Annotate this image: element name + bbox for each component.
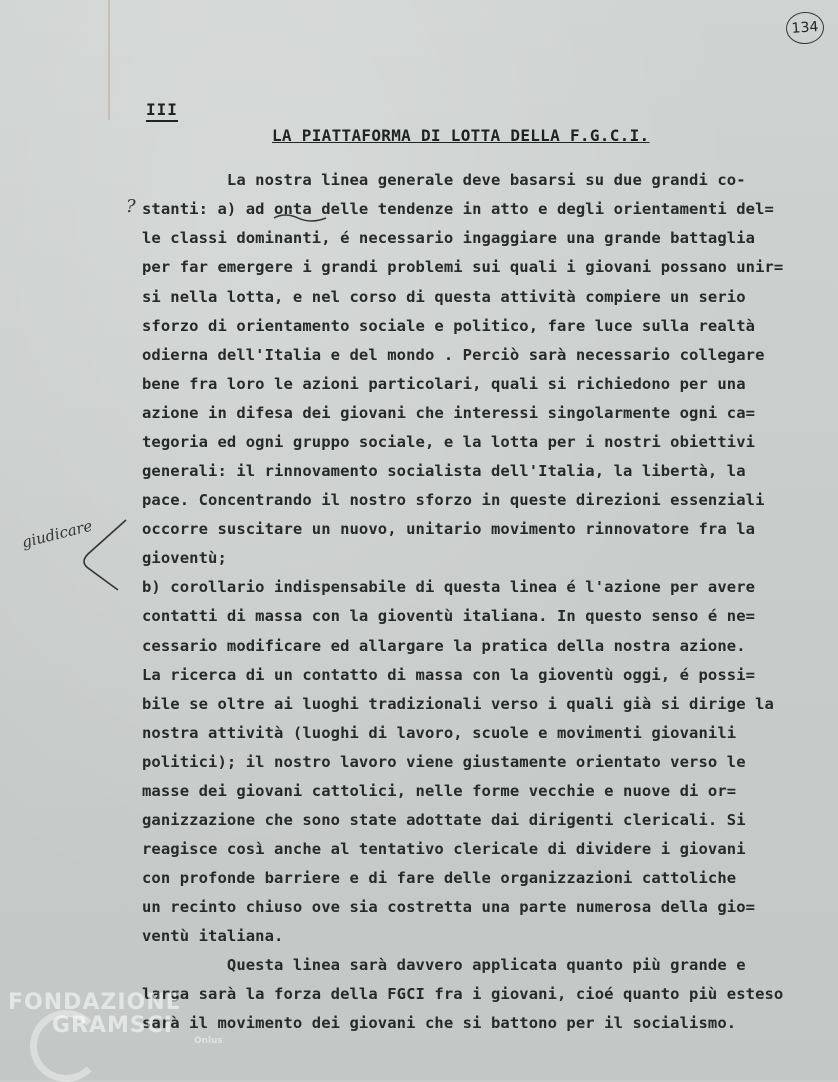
text-line: pace. Concentrando il nostro sforzo in queste direzioni essenziali: [142, 491, 765, 509]
text-line: politici); il nostro lavoro viene giustamente orientato verso le: [142, 753, 746, 771]
text-line: un recinto chiuso ove sia costretta una parte numerosa della gio=: [142, 898, 756, 916]
text-line: contatti di massa con la gioventù italiana. In questo senso é ne=: [142, 607, 756, 625]
watermark-line1: FONDAZIONE: [8, 990, 182, 1015]
text-line: reagisce così anche al tentativo clericale di dividere i giovani: [142, 840, 746, 858]
margin-handwritten-note: giudicare: [20, 516, 95, 552]
document-title: LA PIATTAFORMA DI LOTTA DELLA F.G.C.I.: [272, 126, 650, 145]
text-line: nostra attività (luoghi di lavoro, scuole e movimenti giovanili: [142, 724, 737, 742]
text-line: con profonde barriere e di fare delle organizzazioni cattoliche: [142, 869, 737, 887]
watermark-line2: GRAMSCI: [52, 1013, 174, 1038]
text-line: ventù italiana.: [142, 927, 284, 945]
text-line: sforzo di orientamento sociale e politico, fare luce sulla realtà: [142, 317, 756, 335]
text-line: le classi dominanti, é necessario ingaggiare una grande battaglia: [142, 229, 756, 247]
watermark-sub: Onlus: [194, 1036, 223, 1046]
text-line: La ricerca di un contatto di massa con la gioventù oggi, é possi=: [142, 666, 756, 684]
handwritten-bracket-icon: [74, 516, 134, 596]
text-line: b) corollario indispensabile di questa linea é l'azione per avere: [142, 578, 756, 596]
text-line: Questa linea sarà davvero applicata quanto più grande e: [142, 956, 746, 974]
text-line: occorre suscitare un nuovo, unitario movimento rinnovatore fra la: [142, 520, 756, 538]
margin-question-mark: ?: [126, 196, 136, 217]
text-line: ganizzazione che sono state adottate dai dirigenti clericali. Si: [142, 811, 746, 829]
text-line: larga sarà la forza della FGCI fra i giovani, cioé quanto più esteso: [142, 985, 784, 1003]
text-line: generali: il rinnovamento socialista dell'Italia, la libertà, la: [142, 462, 746, 480]
text-line: bile se oltre ai luoghi tradizionali verso i quali già si dirige la: [142, 695, 774, 713]
text-line: sarà il movimento dei giovani che si battono per il socialismo.: [142, 1014, 737, 1032]
text-line: gioventù;: [142, 549, 227, 567]
text-line: La nostra linea generale deve basarsi su due grandi co-: [142, 171, 746, 189]
text-line: masse dei giovani cattolici, nelle forme vecchie e nuove di or=: [142, 782, 737, 800]
text-line: tegoria ed ogni gruppo sociale, e la lotta per i nostri obiettivi: [142, 433, 756, 451]
text-line: stanti: a) ad onta delle tendenze in atto e degli orientamenti del=: [142, 200, 774, 218]
text-line: per far emergere i grandi problemi sui quali i giovani possano unir=: [142, 258, 784, 276]
paper-fold-mark: [62, 0, 110, 120]
text-line: cessario modificare ed allargare la pratica della nostra azione.: [142, 637, 746, 655]
watermark: [8, 990, 223, 1046]
text-line: bene fra loro le azioni particolari, quali si richiedono per una: [142, 375, 746, 393]
text-line: azione in difesa dei giovani che interessi singolarmente ogni ca=: [142, 404, 756, 422]
text-line: si nella lotta, e nel corso di questa attività compiere un serio: [142, 288, 746, 306]
section-number: III: [146, 100, 178, 122]
page-number-stamp: 134: [785, 11, 825, 46]
text-line: odierna dell'Italia e del mondo . Perciò sarà necessario collegare: [142, 346, 765, 364]
